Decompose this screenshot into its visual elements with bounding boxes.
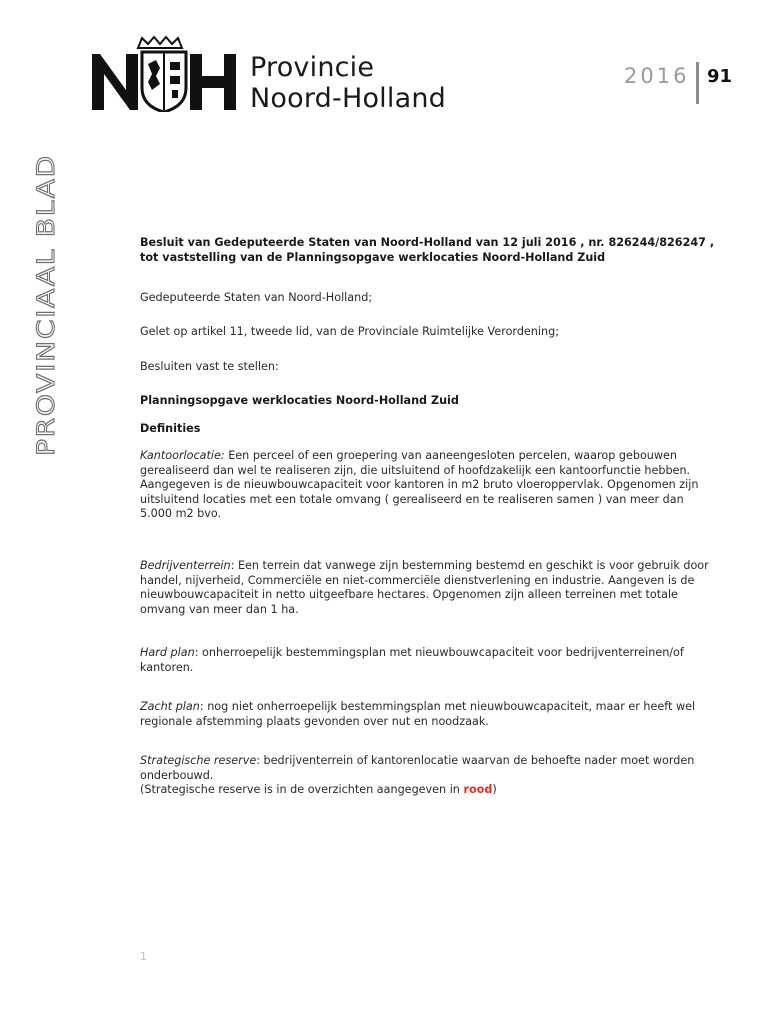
definition-strategische-reserve [140, 754, 716, 798]
definition-extra: Aangegeven is de nieuwbouwcapaciteit voor kantoren in m2 bruto vloeroppervlak. Opgenomen zijn uitsluitend locaties met een totale omvang ( gerealiseerd en te realiseren samen ) van meer dan 5.000 m2 bvo. [140, 478, 699, 521]
province-logo [90, 34, 240, 112]
organization-name [250, 52, 446, 114]
coat-of-arms-icon [90, 34, 240, 112]
definition-text: Een perceel of een groepering van aaneengesloten percelen, waarop gebouwen gerealiseerd dan wel te realiseren zijn, die uitsluitend of hoofdzakelijk een kantoorfunctie hebben. [140, 449, 691, 477]
issue-number: 91 [707, 66, 733, 87]
definition-hard-plan [140, 646, 716, 675]
publication-year: 2016 [624, 64, 690, 88]
definition-term: Bedrijventerrein [140, 559, 231, 572]
vertical-title-container [32, 152, 60, 458]
vertical-title [32, 152, 60, 458]
definition-text: : bedrijventerrein of kantorenlocatie waarvan de behoefte nader moet worden onderbouwd. [140, 754, 695, 782]
definitions-heading: Definities [140, 422, 201, 435]
organization-name-line1: Provincie [250, 52, 375, 83]
definition-term: Strategische reserve [140, 754, 257, 767]
note-text-before: (Strategische reserve is in de overzichten aangegeven in [140, 783, 464, 797]
definition-term: Zacht plan [140, 700, 200, 713]
section-title: Planningsopgave werklocaties Noord-Holland Zuid [140, 394, 459, 407]
definition-text: : onherroepelijk bestemmingsplan met nieuwbouwcapaciteit voor bedrijventerreinen/of kantoren. [140, 646, 684, 674]
definition-bedrijventerrein [140, 559, 716, 617]
definition-term: Kantoorlocatie: [140, 449, 225, 462]
header-divider [696, 62, 699, 104]
definition-kantoorlocatie [140, 449, 716, 522]
page-number: 1 [140, 950, 147, 963]
definition-text: : Een terrein dat vanwege zijn bestemming bestemd en geschikt is voor gebruik door handel, nijverheid, Commerciële en niet-commerciële dienstverlening en industrie. Aangeven is de nieuwbouwcapaciteit in netto uitgeefbare hectares. Opgenomen zijn alleen terreinen met totale omvang van meer dan 1 ha. [140, 559, 709, 616]
paragraph-authority: Gedeputeerde Staten van Noord-Holland; [140, 291, 373, 304]
vertical-title-text: PROVINCIAAL BLAD [32, 197, 60, 456]
definition-text: : nog niet onherroepelijk bestemmingsplan met nieuwbouwcapaciteit, maar er heeft wel regionale afstemming plaats gevonden over nut en noodzaak. [140, 700, 696, 728]
note-text-after: ) [492, 783, 497, 797]
definition-note [140, 783, 716, 798]
note-highlight-red: rood [463, 783, 493, 797]
paragraph-decision: Besluiten vast te stellen: [140, 360, 279, 373]
organization-name-line2: Noord-Holland [250, 83, 446, 114]
definition-zacht-plan [140, 700, 716, 729]
paragraph-legal-basis: Gelet op artikel 11, tweede lid, van de Provinciale Ruimtelijke Verordening; [140, 325, 559, 338]
definition-term: Hard plan [140, 646, 195, 659]
document-title: Besluit van Gedeputeerde Staten van Noord-Holland van 12 juli 2016 , nr. 826244/826247 , tot vaststelling van de Planningsopgave werklocaties Noord-Holland Zuid [140, 236, 715, 264]
